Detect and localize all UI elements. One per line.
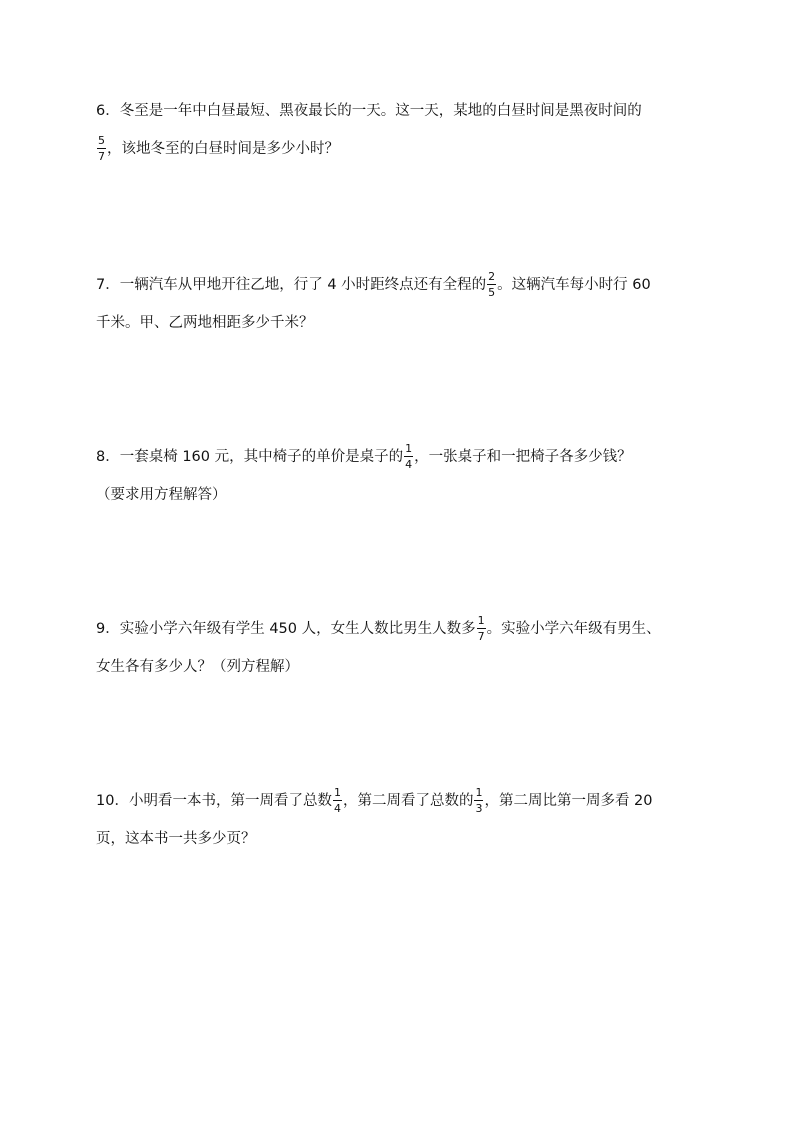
question-6-line-1 <box>96 92 702 130</box>
question-9-text-line2: 女生各有多少人？（列方程解） <box>96 659 299 675</box>
question-7 <box>96 266 702 342</box>
question-7-line-2 <box>96 304 702 342</box>
fraction-denominator: 4 <box>405 457 413 471</box>
question-9-line-1 <box>96 610 702 648</box>
fraction-numerator: 5 <box>98 133 105 147</box>
fraction-denominator: 5 <box>488 285 496 299</box>
question-8-line-1 <box>96 438 702 476</box>
fraction-bar <box>477 628 486 629</box>
fraction-denominator: 7 <box>477 629 485 643</box>
question-9 <box>96 610 702 686</box>
question-8-text-line2: （要求用方程解答） <box>96 487 227 503</box>
fraction-numerator: 1 <box>333 785 341 799</box>
fraction-1-7 <box>477 615 486 642</box>
fraction-bar <box>404 456 413 457</box>
question-10 <box>96 782 702 858</box>
fraction-1-4 <box>333 787 342 814</box>
question-10-line-2 <box>96 820 702 858</box>
fraction-2-5 <box>487 271 496 298</box>
question-9-text: 9．实验小学六年级有学生 450 人，女生人数比男生人数多 <box>96 621 476 637</box>
question-10-text-cont: ，第二周比第一周多看 20 <box>484 793 653 809</box>
fraction-numerator: 1 <box>405 441 413 455</box>
fraction-numerator: 2 <box>488 269 496 283</box>
fraction-numerator: 1 <box>475 785 483 799</box>
fraction-bar <box>474 800 483 801</box>
fraction-bar <box>333 800 342 801</box>
fraction-denominator: 3 <box>475 801 483 815</box>
question-10-text-line2: 页，这本书一共多少页？ <box>96 831 256 847</box>
question-8-text-cont: ，一张桌子和一把椅子各多少钱？ <box>414 449 632 465</box>
fraction-bar <box>487 284 496 285</box>
question-10-text: 10．小明看一本书，第一周看了总数 <box>96 793 332 809</box>
question-8-text: 8．一套桌椅 160 元，其中椅子的单价是桌子的 <box>96 449 404 465</box>
fraction-numerator: 1 <box>477 613 485 627</box>
question-6 <box>96 92 702 168</box>
question-7-text-line2: 千米。甲、乙两地相距多少千米？ <box>96 315 314 331</box>
question-7-text-cont: 。这辆汽车每小时行 60 <box>497 277 651 293</box>
question-7-text: 7．一辆汽车从甲地开往乙地，行了 4 小时距终点还有全程的 <box>96 277 487 293</box>
fraction-denominator: 7 <box>98 149 105 163</box>
question-9-line-2 <box>96 648 702 686</box>
question-9-text-cont: 。实验小学六年级有男生、 <box>486 621 661 637</box>
question-8 <box>96 438 702 514</box>
question-7-line-1 <box>96 266 702 304</box>
question-8-line-2 <box>96 476 702 514</box>
question-6-text: 6．冬至是一年中白昼最短、黑夜最长的一天。这一天，某地的白昼时间是黑夜时间的 <box>96 103 642 119</box>
fraction-1-3 <box>474 787 483 814</box>
fraction-denominator: 4 <box>333 801 341 815</box>
question-10-line-1 <box>96 782 702 820</box>
fraction-1-4 <box>404 443 413 470</box>
question-10-text-mid: ，第二周看了总数的 <box>342 793 474 809</box>
fraction-5-7 <box>97 135 106 162</box>
question-6-text-cont: ，该地冬至的白昼时间是多少小时？ <box>107 141 339 157</box>
fraction-bar <box>97 148 106 149</box>
question-6-line-2 <box>96 130 702 168</box>
